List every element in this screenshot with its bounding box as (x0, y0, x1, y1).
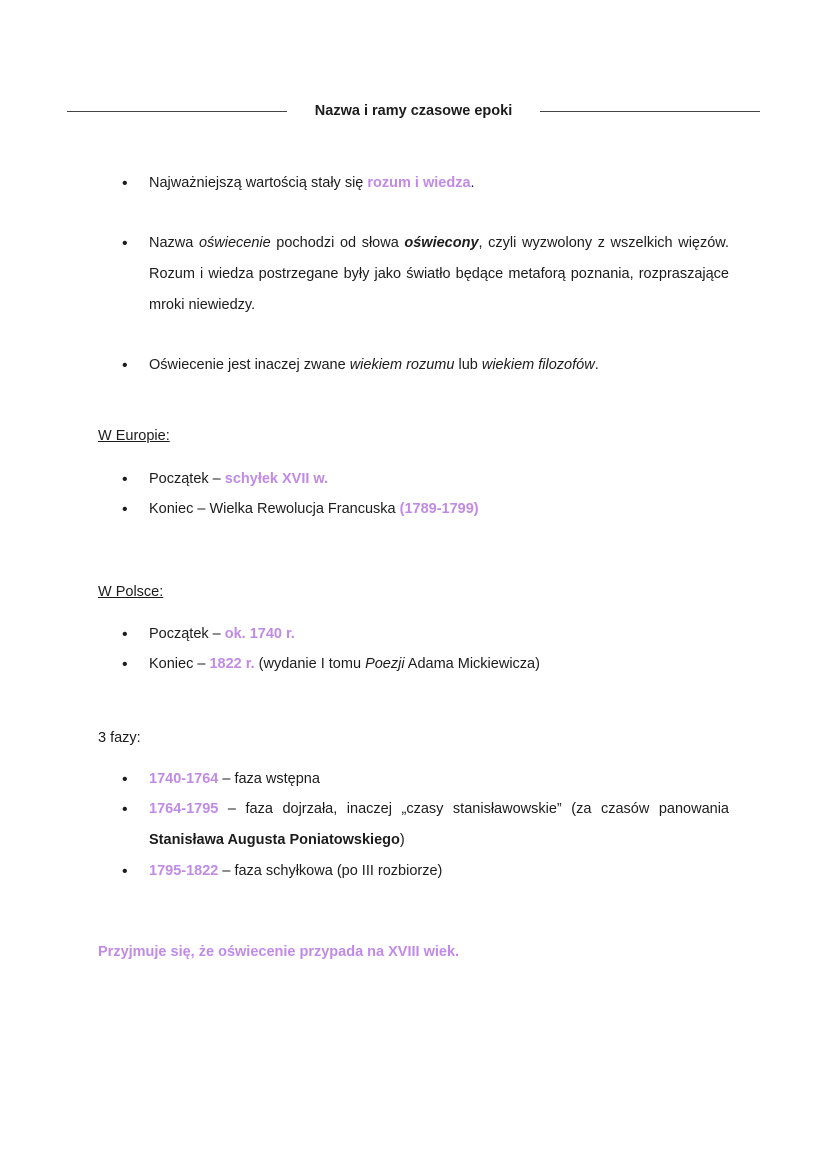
highlight-text: (1789-1799) (399, 501, 479, 517)
header-rule-left (67, 111, 287, 112)
list-item-text: Nazwa (149, 235, 199, 251)
section-header (67, 100, 760, 122)
list-item-values (149, 168, 729, 199)
highlight-text: 1795-1822 (149, 863, 219, 879)
list-item-text: Początek – (149, 471, 225, 487)
italic-term: wiekiem filozofów (481, 357, 595, 373)
italic-term: wiekiem rozumu (349, 357, 455, 373)
list-item-text: , czyli wyzwolony z wszelkich więzów. Rozum i wiedza postrzegane były jako światło będące metaforą poznania, rozpraszające mroki niewiedzy. (149, 235, 729, 313)
list-item-text: – faza wstępna (218, 771, 320, 787)
italic-term: oświecenie (198, 235, 271, 251)
page-title: Nazwa i ramy czasowe epoki (314, 103, 513, 119)
poland-label: W Polsce: (98, 584, 164, 600)
list-item-text: pochodzi od słowa (270, 235, 405, 251)
header-rule-right (540, 111, 760, 112)
summary-note: Przyjmuje się, że oświecenie przypada na XVIII wiek. (98, 944, 460, 960)
list-item-text: Początek – (149, 626, 225, 642)
highlight-text: 1740-1764 (149, 771, 219, 787)
list-item-text: lub (454, 357, 482, 373)
list-item-text: Adama Mickiewicza) (404, 656, 540, 672)
list-item-text: Oświecenie jest inaczej zwane (149, 357, 350, 373)
list-item-text: Koniec – (149, 656, 210, 672)
list-item-name-origin (149, 228, 729, 321)
list-item-text: . (470, 175, 475, 191)
europe-label: W Europie: (98, 428, 170, 444)
list-item-phase-2 (149, 794, 729, 856)
list-item-text: Najważniejszą wartością stały się (149, 175, 368, 191)
list-item-poland-start (149, 619, 729, 650)
list-item-phase-1 (149, 764, 729, 795)
highlight-text: rozum i wiedza (367, 175, 471, 191)
list-item-poland-end (149, 649, 729, 680)
phases-label: 3 fazy: (98, 730, 141, 746)
list-item-text: . (594, 357, 599, 373)
italic-term: Poezji (365, 656, 405, 672)
bold-term: Stanisława Augusta Poniatowskiego (149, 832, 400, 848)
list-item-text: – faza dojrzała, inaczej „czasy stanisławowskie” (za czasów panowania (218, 801, 729, 817)
highlight-text: 1764-1795 (149, 801, 219, 817)
list-item-phase-3 (149, 856, 729, 887)
list-item-text: (wydanie I tomu (254, 656, 366, 672)
highlight-text: ok. 1740 r. (224, 626, 295, 642)
highlight-text: 1822 r. (209, 656, 255, 672)
list-item-text: – faza schyłkowa (po III rozbiorze) (218, 863, 443, 879)
list-item-europe-end (149, 494, 729, 525)
bold-italic-term: oświecony (404, 235, 479, 251)
list-item-alt-names (149, 350, 729, 381)
highlight-text: schyłek XVII w. (224, 471, 329, 487)
list-item-text: ) (399, 832, 405, 848)
list-item-europe-start (149, 464, 729, 495)
list-item-text: Koniec – Wielka Rewolucja Francuska (149, 501, 400, 517)
